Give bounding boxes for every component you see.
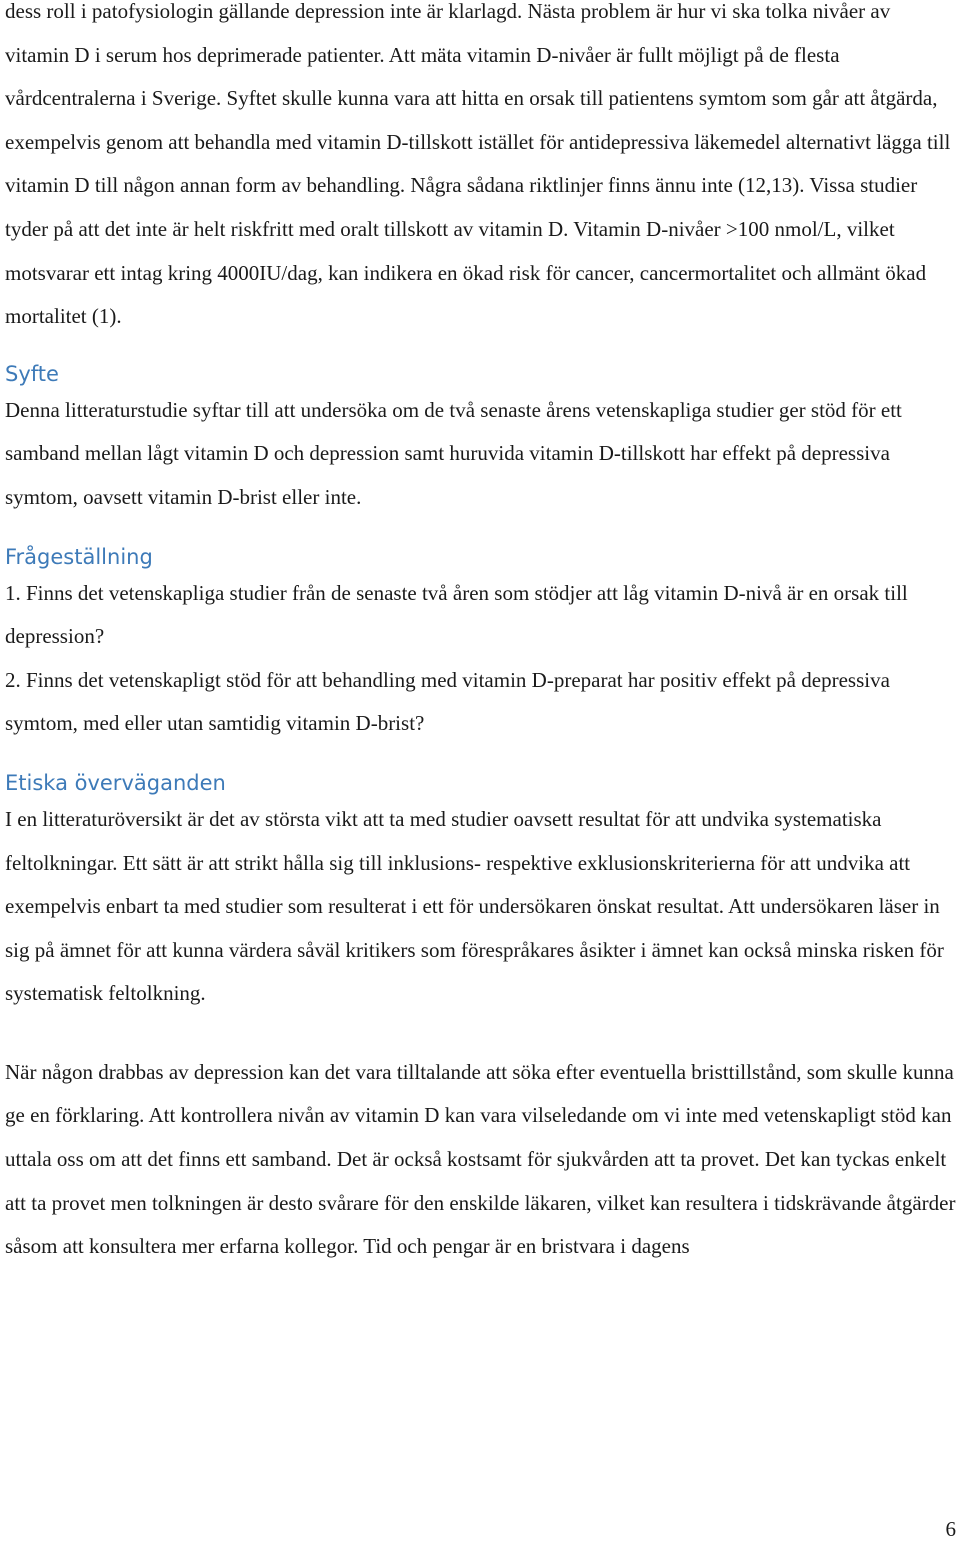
syfte-paragraph: Denna litteraturstudie syftar till att undersöka om de två senaste årens vetenskapliga studier ger stöd för ett samband mellan lågt vitamin D och depression samt huruvida vitamin D-tillskott har effekt på depressiva symtom, oavsett vitamin D-brist eller inte. — [5, 397, 902, 509]
intro-paragraph: dess roll i patofysiologin gällande depression inte är klarlagd. Nästa problem är hur vi ska tolka nivåer av vitamin D i serum hos deprimerade patienter. Att mäta vitamin D-nivåer är fullt möjligt på de flesta vårdcentralerna i Sverige. Syftet skulle kunna vara att hitta en orsak till patientens symtom som går att åtgärda, exempelvis genom att behandla med vitamin D-tillskott istället för antidepressiva läkemedel alternativt lägga till vitamin D till någon annan form av behandling. Några sådana riktlinjer finns ännu inte (12,13). Vissa studier tyder på att det inte är helt riskfritt med oralt tillskott av vitamin D. Vitamin D-nivåer >100 nmol/L, vilket motsvarar ett intag kring 4000IU/dag, kan indikera en ökad risk för cancer, cancermortalitet och allmänt ökad mortalitet (1). — [5, 0, 951, 329]
etiska-paragraph-1: I en litteraturöversikt är det av största vikt att ta med studier oavsett resultat för att undvika systematiska feltolkningar. Ett sätt är att strikt hålla sig till inklusions- respektive exklusionskriterierna för att undvika att exempelvis enbart ta med studier som resulterat i ett för undersökaren önskat resultat. Att undersökaren läser in sig på ämnet för att kunna värdera såväl kritikers som förespråkares åsikter i ämnet kan också minska risken för systematisk feltolkning. — [5, 806, 944, 1006]
section-heading-fragestallning: Frågeställning — [5, 544, 153, 569]
document-page — [5, 0, 957, 1269]
question-1: 1. Finns det vetenskapliga studier från de senaste två åren som stödjer att låg vitamin D-nivå är en orsak till depression? — [5, 580, 908, 649]
section-heading-syfte: Syfte — [5, 361, 59, 386]
etiska-paragraph-2: När någon drabbas av depression kan det vara tilltalande att söka efter eventuella bristtillstånd, som skulle kunna ge en förklaring. Att kontrollera nivån av vitamin D kan vara vilseledande om vi inte med vetenskapligt stöd kan uttala oss om att det finns ett samband. Det är också kostsamt för sjukvården att ta provet. Det kan tyckas enkelt att ta provet men tolkningen är desto svårare för den enskilde läkaren, vilket kan resultera i tidskrävande åtgärder såsom att konsultera mer erfarna kollegor. Tid och pengar är en bristvara i dagens — [5, 1059, 956, 1259]
page-number: 6 — [945, 1517, 956, 1541]
question-2: 2. Finns det vetenskapligt stöd för att behandling med vitamin D-preparat har positiv effekt på depressiva symtom, med eller utan samtidig vitamin D-brist? — [5, 667, 890, 736]
section-heading-etiska: Etiska överväganden — [5, 770, 226, 795]
